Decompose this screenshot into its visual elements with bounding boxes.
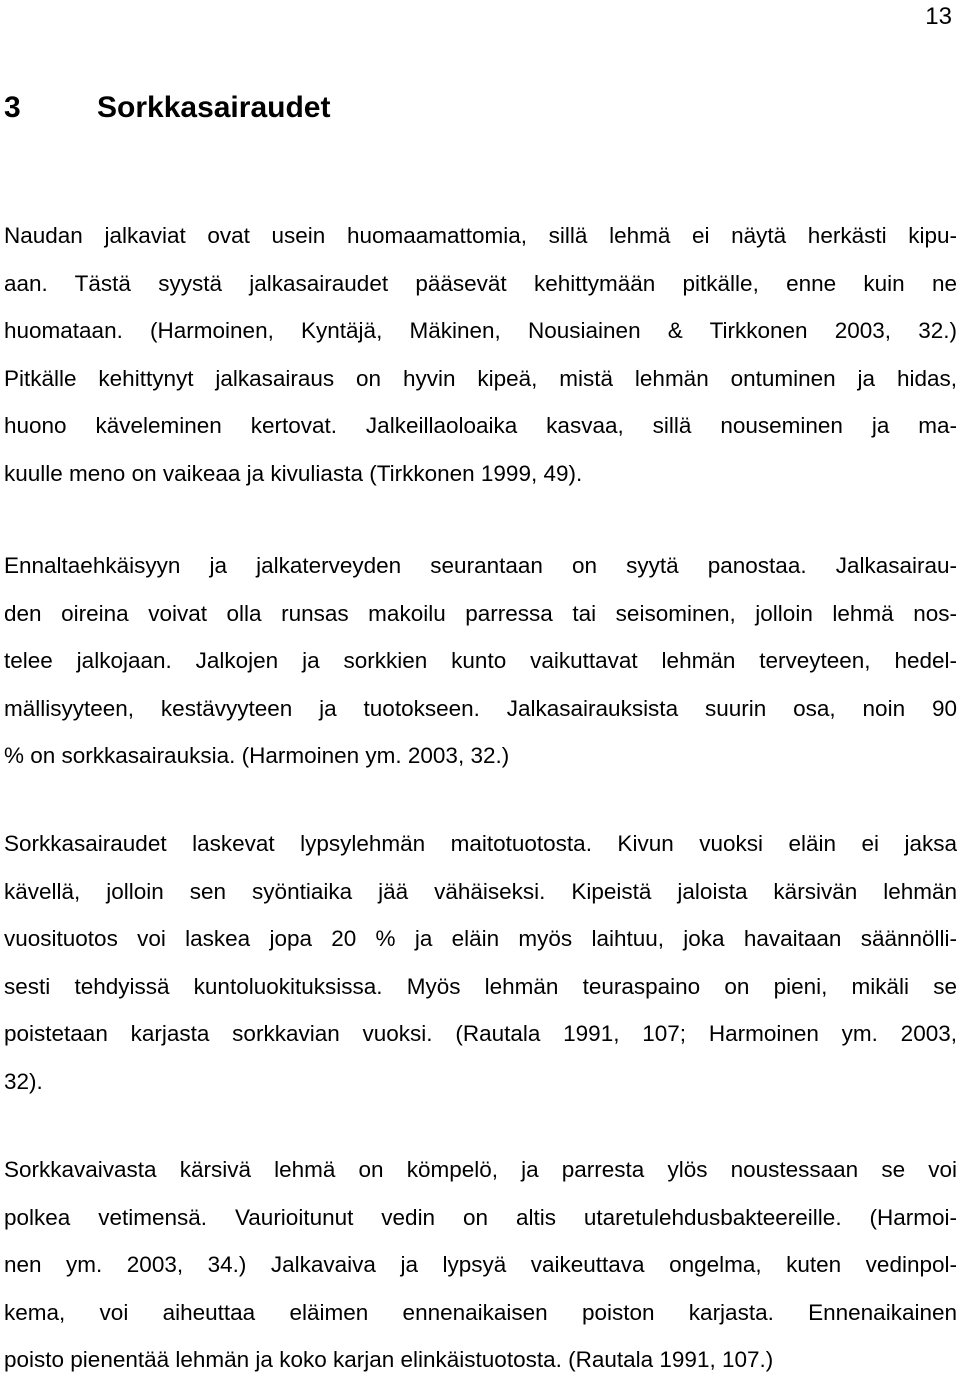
chapter-heading xyxy=(4,88,330,128)
page-number: 13 xyxy=(925,3,952,30)
paragraph-line: 32). xyxy=(4,1068,43,1094)
paragraph-line: vuosituotos voi laskea jopa 20 % ja eläin myös laihtuu, joka havaitaan säännölli- xyxy=(4,926,957,951)
paragraph-line: poistetaan karjasta sorkkavian vuoksi. (Rautala 1991, 107; Harmoinen ym. 2003, xyxy=(4,1021,957,1046)
paragraph-3 xyxy=(4,820,957,1105)
chapter-title: Sorkkasairaudet xyxy=(97,91,331,124)
paragraph-line: nen ym. 2003, 34.) Jalkavaiva ja lypsyä vaikeuttava ongelma, kuten vedinpol- xyxy=(4,1252,957,1277)
paragraph-line: kema, voi aiheuttaa eläimen ennenaikaisen poiston karjasta. Ennenaikainen xyxy=(4,1299,957,1325)
paragraph-line: huono käveleminen kertovat. Jalkeillaoloaika kasvaa, sillä nouseminen ja ma- xyxy=(4,413,957,438)
paragraph-line: poisto pienentää lehmän ja koko karjan elinkäistuotosta. (Rautala 1991, 107.) xyxy=(4,1347,774,1372)
paragraph-line: Naudan jalkaviat ovat usein huomaamattomia, sillä lehmä ei näytä herkästi kipu- xyxy=(4,223,957,248)
paragraph-line: huomataan. (Harmoinen, Kyntäjä, Mäkinen, Nousiainen & Tirkkonen 2003, 32.) xyxy=(4,318,957,343)
paragraph-line: Sorkkasairaudet laskevat lypsylehmän maitotuotosta. Kivun vuoksi eläin ei jaksa xyxy=(4,831,957,856)
paragraph-line: Pitkälle kehittynyt jalkasairaus on hyvin kipeä, mistä lehmän ontuminen ja hidas, xyxy=(4,365,957,391)
paragraph-line: kävellä, jolloin sen syöntiaika jää vähäiseksi. Kipeistä jaloista kärsivän lehmän xyxy=(4,878,957,904)
paragraph-line: Sorkkavaivasta kärsivä lehmä on kömpelö, ja parresta ylös noustessaan se voi xyxy=(4,1157,957,1182)
paragraph-line: den oireina voivat olla runsas makoilu parressa tai seisominen, jolloin lehmä nos- xyxy=(4,600,957,626)
chapter-number: 3 xyxy=(4,91,21,124)
paragraph-line: sesti tehdyissä kuntoluokituksissa. Myös lehmän teuraspaino on pieni, mikäli se xyxy=(4,973,957,999)
paragraph-1 xyxy=(4,212,957,497)
paragraph-line: telee jalkojaan. Jalkojen ja sorkkien kunto vaikuttavat lehmän terveyteen, hedel- xyxy=(4,648,957,673)
paragraph-4 xyxy=(4,1146,957,1384)
paragraph-line: aan. Tästä syystä jalkasairaudet pääsevät kehittymään pitkälle, enne kuin ne xyxy=(4,270,957,296)
paragraph-line: kuulle meno on vaikeaa ja kivuliasta (Tirkkonen 1999, 49). xyxy=(4,460,583,486)
paragraph-line: polkea vetimensä. Vaurioitunut vedin on altis utaretulehdusbakteereille. (Harmoi- xyxy=(4,1204,957,1230)
paragraph-2 xyxy=(4,542,957,780)
paragraph-line: % on sorkkasairauksia. (Harmoinen ym. 2003, 32.) xyxy=(4,743,510,768)
paragraph-line: Ennaltaehkäisyyn ja jalkaterveyden seurantaan on syytä panostaa. Jalkasairau- xyxy=(4,553,957,578)
paragraph-line: mällisyyteen, kestävyyteen ja tuotokseen. Jalkasairauksista suurin osa, noin 90 xyxy=(4,695,957,721)
